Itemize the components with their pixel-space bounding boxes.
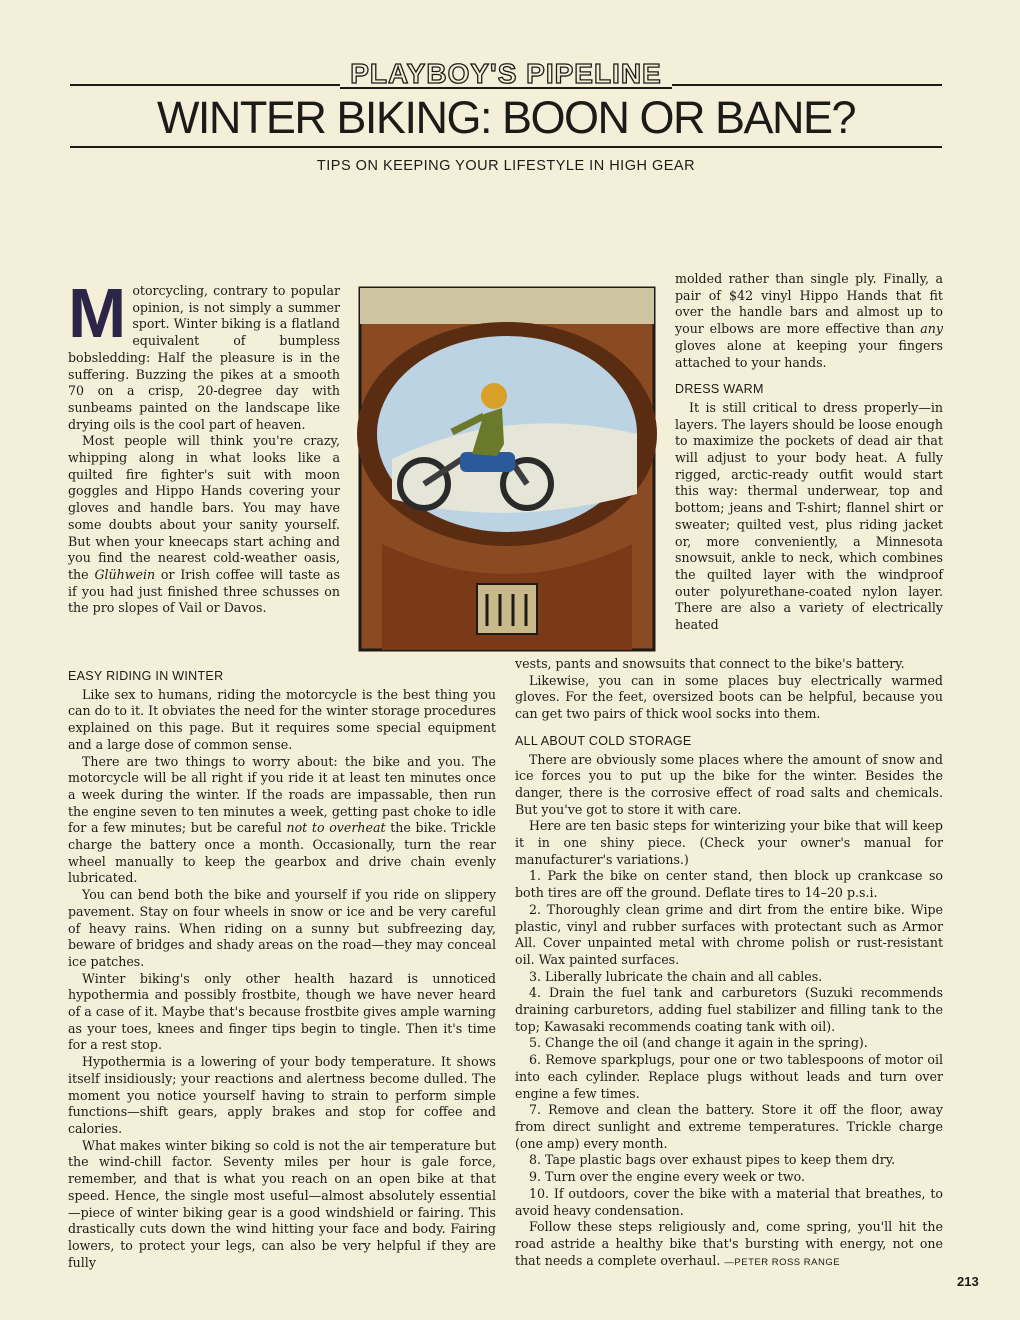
step-item: 6. Remove sparkplugs, pour one or two tablespoons of motor oil into each cylinder. Replace plugs without leads and turn over engine a few times.	[515, 1052, 943, 1101]
cold-storage-paragraph-2: Here are ten basic steps for winterizing your bike that will keep it in one shiny piece. (Check your owner's manual for manufacturer's variations.)	[515, 818, 943, 867]
kicker-rule-right	[672, 84, 942, 86]
dress-warm-paragraph: It is still critical to dress properly—in layers. The layers should be loose enough to maximize the pockets of dead air that will adjust to your body heat. A fully rigged, arctic-ready outfit would start this way: thermal underwear, top and bottom; jeans and T-shirt; flannel shirt or sweater; quilted vest, plus riding jacket or, more conveniently, a Minnesota snowsuit, ankle to neck, which combines the quilted layer with the windproof outer polyurethane-coated nylon layer. There are also a variety of electrically heated	[675, 399, 943, 633]
left-lower-column	[68, 668, 496, 1271]
gloves-feet-paragraph: Likewise, you can in some places buy electrically warmed gloves. For the feet, oversized boots can be helpful, because you can get two pairs of thick wool socks into them.	[515, 672, 943, 722]
step-item: 7. Remove and clean the battery. Store it off the floor, away from direct sunlight and extreme temperatures. Trickle charge (one amp) every month.	[515, 1102, 943, 1151]
intro-paragraph-1: Motorcycling, contrary to popular opinion, is not simply a summer sport. Winter biking is a flatland equivalent of bumpless bobsledding: Half the pleasure is in the suffering. Buzzing the pikes at a smooth 70 on a crisp, 20-degree day with sunbeams painted on the landscape like drying oils is the cool part of heaven.	[68, 274, 340, 432]
section-heading-dress-warm: DRESS WARM	[675, 382, 764, 397]
headline: WINTER BIKING: BOON OR BANE?	[156, 92, 856, 143]
kicker-row	[70, 60, 942, 90]
motorcycle-mirror-illustration	[352, 284, 662, 654]
step-item: 3. Liberally lubricate the chain and all cables.	[529, 968, 823, 984]
easy-riding-paragraph-3: You can bend both the bike and yourself if you ride on slippery pavement. Stay on four wheels in snow or ice and be very careful of heavy rains. When riding on a sunny but subfreezing day, beware of bridges and shady areas on the road—they may conceal ice patches.	[68, 887, 496, 969]
subheadline: TIPS ON KEEPING YOUR LIFESTYLE IN HIGH GEAR	[316, 158, 696, 174]
easy-riding-paragraph-2: There are two things to worry about: the bike and you. The motorcycle will be all right if you ride it at least ten minutes once a week during the winter. If the roads are impassable, then run the engine seven to ten minutes a week, getting past choke to idle for a few minutes; but be careful not to overheat the bike. Trickle charge the battery once a month. Occasionally, turn the rear wheel manually to keep the gearbox and drive chain evenly lubricated.	[68, 753, 496, 886]
author-byline: —PETER ROSS RANGE	[724, 1256, 841, 1268]
section-heading-easy-riding: EASY RIDING IN WINTER	[68, 669, 224, 683]
intro-paragraph-2: Most people will think you're crazy, whipping along in what looks like a quilted fire fighter's suit with moon goggles and Hippo Hands covering your gloves and handle bars. You may have some doubts about your sanity yourself. But when your kneecaps start aching and you find the nearest cold-weather oasis, the Glühwein or Irish coffee will taste as if you had just finished three schusses on the pro slopes of Vail or Davos.	[68, 433, 340, 616]
intro-column	[68, 274, 340, 617]
headline-rule	[70, 146, 942, 148]
kicker-rule-left	[70, 84, 340, 86]
step-item: 4. Drain the fuel tank and carburetors (Suzuki recommends draining carburetors, adding fuel stabilizer and filling tank to the top; Kawasaki recommends coating tank with oil).	[515, 985, 943, 1034]
easy-riding-paragraph-4: Winter biking's only other health hazard is unnoticed hypothermia and possibly frostbite, though we have never heard of a case of it. Maybe that's because frostbite gives ample warning as your toes, knees and finger tips begin to tingle. Then it's time for a rest stop.	[68, 970, 496, 1053]
right-lower-column	[515, 656, 943, 1271]
gloves-paragraph: molded rather than single ply. Finally, a pair of $42 vinyl Hippo Hands that fit over the handle bars and almost up to your elbows are more effective than any gloves alone at keeping your fingers attached to your hands.	[675, 271, 943, 370]
drop-cap: M	[68, 274, 127, 352]
right-upper-column	[675, 271, 943, 634]
step-item: 8. Tape plastic bags over exhaust pipes to keep them dry.	[529, 1152, 896, 1168]
section-kicker: PLAYBOY'S PIPELINE	[340, 60, 672, 89]
section-heading-cold-storage: ALL ABOUT COLD STORAGE	[515, 733, 692, 748]
heated-vests-line: vests, pants and snowsuits that connect to the bike's battery.	[515, 656, 905, 671]
illustration-sky	[360, 288, 654, 324]
step-item: 5. Change the oil (and change it again in the spring).	[529, 1035, 868, 1051]
step-item: 2. Thoroughly clean grime and dirt from the entire bike. Wipe plastic, vinyl and rubber surfaces with protectant such as Armor All. Cover unpainted metal with chrome polish or rust-resistant oil. Wax painted surfaces.	[515, 901, 943, 967]
step-item: 10. If outdoors, cover the bike with a material that breathes, to avoid heavy condensation.	[515, 1185, 943, 1218]
page-number: 213	[957, 1274, 979, 1289]
easy-riding-paragraph-6: What makes winter biking so cold is not the air temperature but the wind-chill factor. Seventy miles per hour is gale force, remember, and that is what you reach on an open bike at that speed. Hence, the single most useful—almost absolutely essential—piece of winter biking gear is a good windshield or fairing. This drastically cuts down the wind hitting your face and body. Fairing lowers, to protect your legs, can also be very helpful if they are fully	[68, 1137, 496, 1270]
closing-paragraph: Follow these steps religiously and, come spring, you'll hit the road astride a healthy bike that's bursting with energy, not one that needs a complete overhaul. —PETER ROSS RANGE	[515, 1219, 943, 1268]
step-item: 9. Turn over the engine every week or two.	[529, 1169, 805, 1185]
easy-riding-paragraph-5: Hypothermia is a lowering of your body temperature. It shows itself insidiously; your reactions and alertness become dulled. The moment you notice yourself having to strain to perform simple functions—shift gears, apply brakes and stop for coffee and calories.	[68, 1054, 496, 1136]
step-item: 1. Park the bike on center stand, then block up crankcase so both tires are off the ground. Deflate tires to 14–20 p.s.i.	[515, 868, 943, 901]
cold-storage-paragraph-1: There are obviously some places where the amount of snow and ice forces you to put up the bike for the winter. Besides the danger, there is the corrosive effect of road salts and chemicals. But you've got to store it with care.	[515, 751, 943, 817]
easy-riding-paragraph-1: Like sex to humans, riding the motorcycle is the best thing you can do to it. It obviates the need for the winter storage procedures explained on this page. But it requires some special equipment and a large dose of common sense.	[68, 686, 496, 752]
